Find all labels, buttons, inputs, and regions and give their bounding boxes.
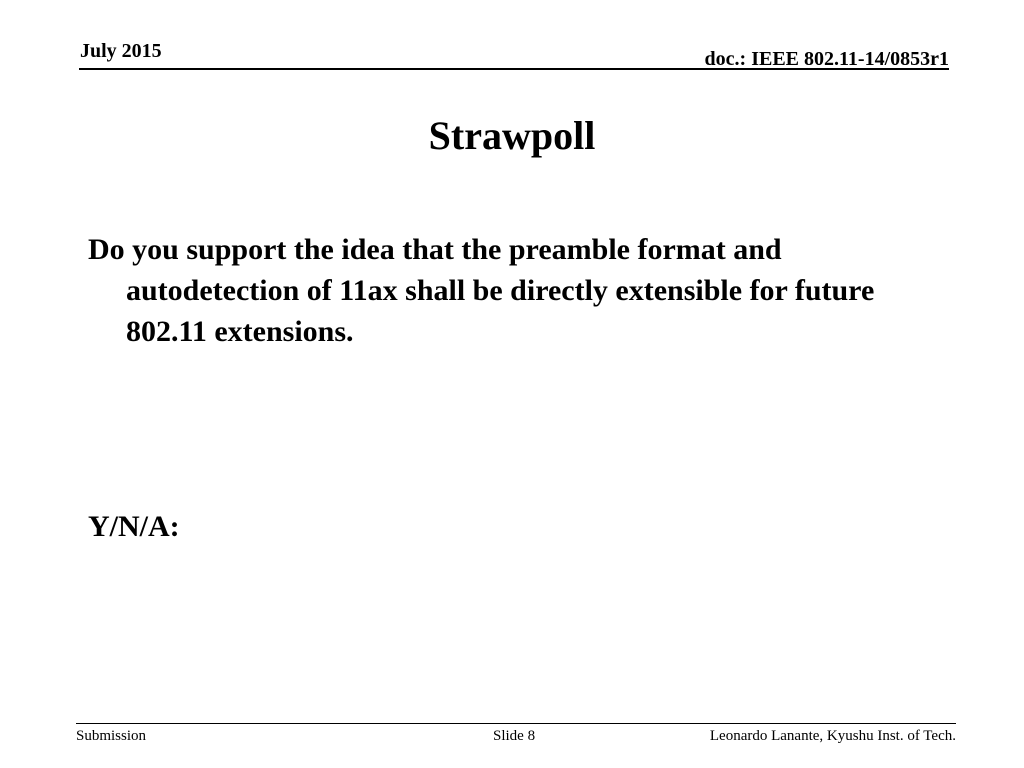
header-doc-id: doc.: IEEE 802.11-14/0853r1 [704,48,949,70]
header-divider [79,68,949,70]
answer-options-label: Y/N/A: [88,510,180,543]
poll-question: Do you support the idea that the preamble format and autodetection of 11ax shall be directly extensible for future 802.11 extensions. [88,233,875,348]
header-date: July 2015 [80,40,162,62]
footer-divider [76,723,956,724]
footer-submission: Submission [76,728,147,744]
footer-author: Leonardo Lanante, Kyushu Inst. of Tech. [709,728,956,744]
slide-title: Strawpoll [428,113,596,158]
footer-slide-number: Slide 8 [493,728,536,744]
